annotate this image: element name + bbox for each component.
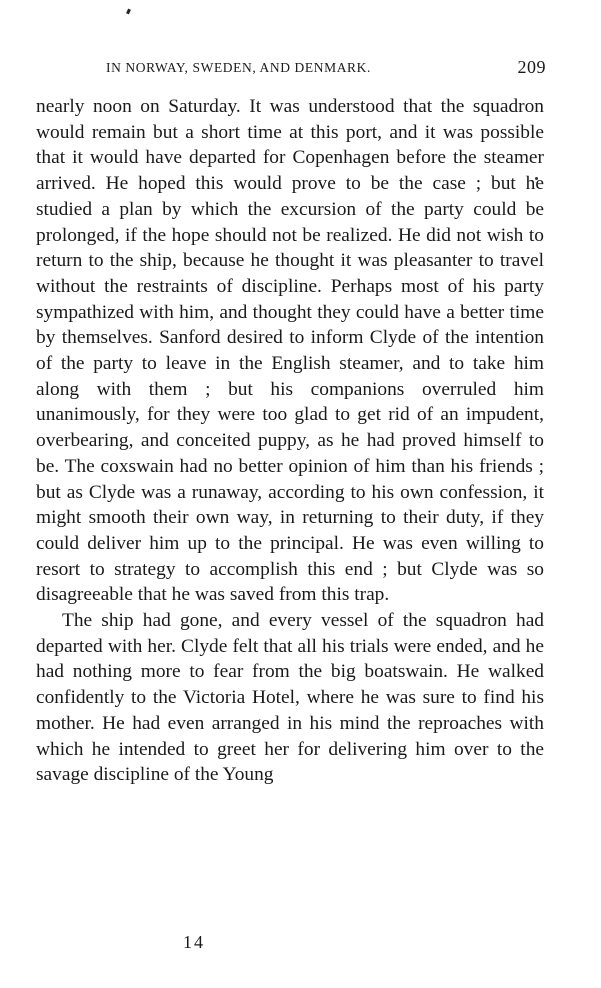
page-number: 209: [517, 57, 546, 77]
body-text: [36, 94, 544, 788]
paragraph: nearly noon on Saturday. It was understood that the squadron would remain but a short time at this port, and it was possible that it would have departed for Copenhagen before the steamer arrived. He hoped this would prove to be the case ; but he studied a plan by which the excursion of the party could be prolonged, if the hope should not be realized. He did not wish to return to the ship, because he thought it was pleasanter to travel without the restraints of discipline. Perhaps most of his party sympathized with him, and thought they could have a better time by themselves. Sanford desired to inform Clyde of the intention of the party to leave in the English steamer, and to take him along with them ; but his companions overruled him unanimously, for they were too glad to get rid of an impudent, overbearing, and conceited puppy, as he had proved himself to be. The coxswain had no better opinion of him than his friends ; but as Clyde was a runaway, according to his own confession, it might smooth their own way, in returning to their duty, if they could deliver him up to the principal. He was even willing to resort to strategy to accomplish this end ; but Clyde was so disagreeable that he was saved from this trap.: [36, 96, 544, 606]
paragraph: The ship had gone, and every vessel of the squadron had departed with her. Clyde felt that all his trials were ended, and he had nothing more to fear from the big boatswain. He walked confidently to the Victoria Hotel, where he was sure to find his mother. He had even arranged in his mind the reproaches with which he intended to greet her for delivering him over to the savage discipline of the Young: [36, 610, 544, 786]
page-header: [106, 58, 546, 80]
running-title: IN NORWAY, SWEDEN, AND DENMARK.: [106, 60, 371, 75]
signature-mark: 14: [183, 932, 205, 952]
ink-speck: [126, 9, 131, 15]
